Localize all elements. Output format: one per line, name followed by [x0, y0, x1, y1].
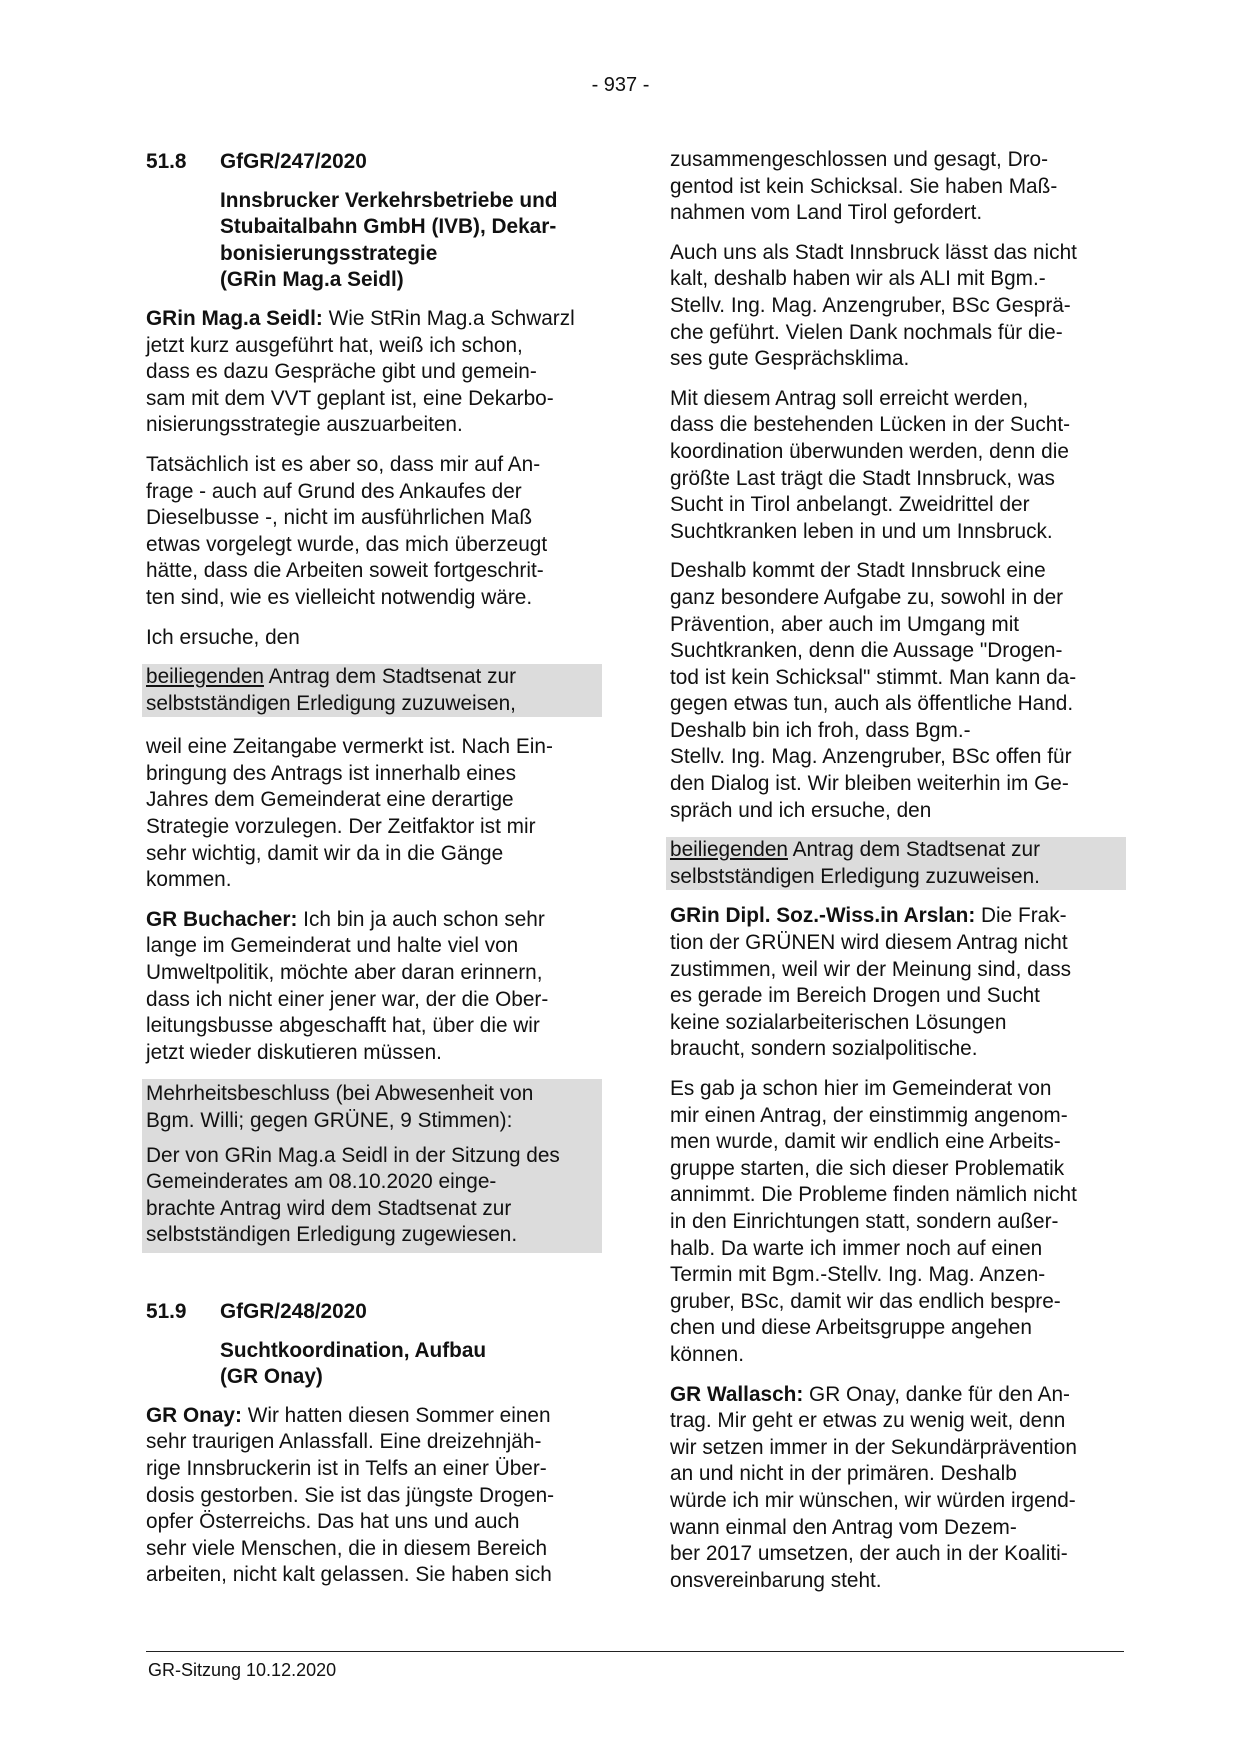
text-line: Gemeinderates am 08.10.2020 einge- — [146, 1170, 497, 1194]
speaker-name: GR Buchacher: — [146, 907, 298, 931]
text-line: hätte, dass die Arbeiten soweit fortgeschrit- — [146, 559, 544, 583]
text-line: tion der GRÜNEN wird diesem Antrag nicht — [670, 931, 1068, 955]
text-line: Wie StRin Mag.a Schwarzl — [322, 306, 575, 330]
text-line: Antrag dem Stadtsenat zur — [263, 665, 516, 689]
text-line: jetzt kurz ausgeführt hat, weiß ich schon, — [146, 333, 523, 357]
agenda-item-number: 51.8 — [146, 150, 187, 173]
text-line: selbstständigen Erledigung zuzuweisen, — [146, 691, 516, 715]
text-line: braucht, sondern sozialpolitische. — [670, 1037, 978, 1061]
text-line: opfer Österreichs. Das hat uns und auch — [146, 1510, 520, 1534]
text-line: ses gute Gesprächsklima. — [670, 347, 910, 371]
left-column — [146, 149, 598, 1602]
text-line: arbeiten, nicht kalt gelassen. Sie haben sich — [146, 1563, 552, 1587]
speaker-name: GR Onay: — [146, 1403, 242, 1427]
motion-underlined-word: beiliegenden — [670, 838, 788, 862]
title-line: Suchtkoordination, Aufbau — [220, 1338, 487, 1362]
text-line: Der von GRin Mag.a Seidl in der Sitzung des — [146, 1143, 560, 1167]
text-line: Auch uns als Stadt Innsbruck lässt das nicht — [670, 240, 1077, 264]
text-line: ganz besondere Aufgabe zu, sowohl in der — [670, 585, 1064, 609]
text-line: Suchtkranken leben in und um Innsbruck. — [670, 519, 1053, 543]
text-line: Jahres dem Gemeinderat eine derartige — [146, 788, 514, 812]
text-line: selbstständigen Erledigung zugewiesen. — [146, 1223, 518, 1247]
text-line: weil eine Zeitangabe vermerkt ist. Nach Ein- — [146, 735, 553, 759]
text-line: men wurde, damit wir endlich eine Arbeits- — [670, 1130, 1061, 1154]
decision-heading — [146, 1081, 598, 1134]
text-line: Tatsächlich ist es aber so, dass mir auf An- — [146, 452, 541, 476]
text-line: ten sind, wie es vielleicht notwendig wäre. — [146, 585, 533, 609]
text-line: an und nicht in der primären. Deshalb — [670, 1462, 1017, 1486]
text-line: gruppe starten, die sich dieser Problematik — [670, 1156, 1065, 1180]
decision-text — [146, 1143, 598, 1249]
text-line: mir einen Antrag, der einstimmig angenom- — [670, 1103, 1068, 1127]
text-line: gegen etwas tun, auch als öffentliche Hand. — [670, 692, 1074, 716]
agenda-item-heading — [146, 1299, 598, 1326]
text-line: Es gab ja schon hier im Gemeinderat von — [670, 1077, 1052, 1100]
text-line: Deshalb bin ich froh, dass Bgm.- — [670, 718, 971, 742]
text-line: dass ich nicht einer jener war, der die Ober- — [146, 987, 549, 1011]
text-line: lange im Gemeinderat und halte viel von — [146, 934, 519, 958]
text-line: würde ich mir wünschen, wir würden irgend- — [670, 1488, 1076, 1512]
text-line: sehr viele Menschen, die in diesem Bereich — [146, 1536, 548, 1560]
text-line: jetzt wieder diskutieren müssen. — [146, 1040, 442, 1064]
text-line: Mehrheitsbeschluss (bei Abwesenheit von — [146, 1082, 534, 1106]
speech-paragraph: Ich ersuche, den — [146, 625, 300, 649]
text-line: selbstständigen Erledigung zuzuweisen. — [670, 864, 1040, 888]
text-line: dosis gestorben. Sie ist das jüngste Drogen- — [146, 1483, 555, 1507]
title-line: bonisierungsstrategie — [220, 241, 438, 265]
text-line: zustimmen, weil wir der Meinung sind, dass — [670, 957, 1072, 981]
text-line: größte Last trägt die Stadt Innsbruck, was — [670, 466, 1055, 490]
text-line: nahmen vom Land Tirol gefordert. — [670, 201, 983, 225]
agenda-item-reference: GfGR/248/2020 — [220, 1299, 367, 1323]
speaker-name: GR Wallasch: — [670, 1382, 804, 1406]
agenda-item-title — [220, 1338, 598, 1391]
text-line: Bgm. Willi; gegen GRÜNE, 9 Stimmen): — [146, 1109, 513, 1132]
text-line: sam mit dem VVT geplant ist, eine Dekarbo- — [146, 386, 554, 410]
text-line: bringung des Antrags ist innerhalb eines — [146, 761, 516, 785]
text-line: Suchtkranken, denn die Aussage "Drogen- — [670, 639, 1063, 663]
text-line: sehr traurigen Anlassfall. Eine dreizehnjäh- — [146, 1430, 542, 1454]
text-line: den Dialog ist. Wir bleiben weiterhin im Ge- — [670, 772, 1069, 796]
title-line: Innsbrucker Verkehrsbetriebe und — [220, 188, 558, 212]
text-line: dass es dazu Gespräche gibt und gemein- — [146, 360, 537, 384]
text-line: gruber, BSc, damit wir das endlich bespre- — [670, 1289, 1061, 1313]
agenda-item-number: 51.9 — [146, 1299, 187, 1323]
title-line: Stubaitalbahn GmbH (IVB), Dekar- — [220, 215, 557, 239]
text-line: etwas vorgelegt wurde, das mich überzeugt — [146, 532, 548, 556]
agenda-item-title — [220, 188, 598, 294]
title-sponsor: (GRin Mag.a Seidl) — [220, 268, 404, 292]
text-line: brachte Antrag wird dem Stadtsenat zur — [146, 1196, 512, 1220]
text-line: Stellv. Ing. Mag. Anzengruber, BSc offen für — [670, 745, 1072, 769]
text-line: keine sozialarbeiterischen Lösungen — [670, 1010, 1007, 1034]
text-line: nisierungsstrategie auszuarbeiten. — [146, 413, 463, 437]
text-line: wir setzen immer in der Sekundärprävention — [670, 1435, 1077, 1459]
footer-session-label: GR-Sitzung 10.12.2020 — [148, 1660, 337, 1680]
text-line: zusammengeschlossen und gesagt, Dro- — [670, 148, 1049, 171]
text-line: gentod ist kein Schicksal. Sie haben Maß- — [670, 174, 1058, 198]
speaker-name: GRin Dipl. Soz.-Wiss.in Arslan: — [670, 904, 976, 928]
text-line: es gerade im Bereich Drogen und Sucht — [670, 984, 1040, 1008]
speech-paragraph — [146, 306, 598, 439]
speech-paragraph — [146, 1403, 598, 1589]
motion-underlined-word: beiliegenden — [146, 665, 264, 689]
speech-paragraph — [146, 907, 598, 1067]
text-line: ber 2017 umsetzen, der auch in der Koaliti- — [670, 1542, 1068, 1566]
text-line: GR Onay, danke für den An- — [803, 1382, 1070, 1406]
text-line: Umweltpolitik, möchte aber daran erinnern, — [146, 961, 543, 985]
text-line: che geführt. Vielen Dank nochmals für die- — [670, 320, 1063, 344]
motion-highlight — [666, 837, 1126, 890]
text-line: halb. Da warte ich immer noch auf einen — [670, 1236, 1043, 1260]
text-line: sehr wichtig, damit wir da in die Gänge — [146, 841, 504, 865]
text-line: Deshalb kommt der Stadt Innsbruck eine — [670, 559, 1046, 583]
text-line: Die Frak- — [975, 904, 1067, 928]
text-line: rige Innsbruckerin ist in Telfs an einer Über- — [146, 1456, 547, 1480]
right-column — [670, 147, 1122, 1607]
text-line: Prävention, aber auch im Umgang mit — [670, 612, 1020, 636]
page-number: - 937 - — [591, 74, 650, 96]
text-line: Stellv. Ing. Mag. Anzengruber, BSc Gesprä- — [670, 293, 1071, 317]
text-line: frage - auch auf Grund des Ankaufes der — [146, 479, 522, 503]
speech-paragraph — [670, 903, 1122, 1063]
text-line: chen und diese Arbeitsgruppe angehen — [670, 1316, 1032, 1340]
text-line: kommen. — [146, 868, 232, 892]
text-line: Dieselbusse -, nicht im ausführlichen Maß — [146, 506, 533, 530]
text-line: in den Einrichtungen statt, sondern außer- — [670, 1209, 1059, 1233]
text-line: kalt, deshalb haben wir als ALI mit Bgm.- — [670, 267, 1046, 291]
text-line: tod ist kein Schicksal" stimmt. Man kann da- — [670, 665, 1077, 689]
motion-highlight — [142, 664, 602, 717]
text-line: leitungsbusse abgeschafft hat, über die wir — [146, 1014, 540, 1038]
text-line: Ich bin ja auch schon sehr — [297, 907, 545, 931]
text-line: Sucht in Tirol anbelangt. Zweidrittel der — [670, 493, 1030, 517]
text-line: Antrag dem Stadtsenat zur — [787, 838, 1040, 862]
speech-paragraph — [670, 1382, 1122, 1595]
speech-paragraph — [670, 1076, 1122, 1369]
speaker-name: GRin Mag.a Seidl: — [146, 306, 323, 330]
text-line: Strategie vorzulegen. Der Zeitfaktor ist mir — [146, 815, 536, 839]
speech-paragraph — [670, 147, 1122, 227]
footer-rule — [146, 1651, 1124, 1652]
text-line: trag. Mir geht er etwas zu wenig weit, denn — [670, 1409, 1066, 1433]
decision-box — [142, 1079, 602, 1253]
text-line: onsvereinbarung steht. — [670, 1568, 882, 1592]
speech-paragraph — [146, 734, 598, 894]
text-line: Wir hatten diesen Sommer einen — [241, 1403, 551, 1427]
text-line: Termin mit Bgm.-Stellv. Ing. Mag. Anzen- — [670, 1263, 1046, 1287]
text-line: spräch und ich ersuche, den — [670, 798, 932, 822]
agenda-item-heading — [146, 149, 598, 176]
speech-paragraph — [670, 558, 1122, 824]
speech-paragraph — [670, 240, 1122, 373]
text-line: wann einmal den Antrag vom Dezem- — [670, 1515, 1017, 1539]
speech-paragraph — [670, 386, 1122, 546]
agenda-item-reference: GfGR/247/2020 — [220, 150, 367, 173]
text-line: koordination überwunden werden, denn die — [670, 439, 1069, 463]
text-line: können. — [670, 1342, 745, 1366]
text-line: annimmt. Die Probleme finden nämlich nicht — [670, 1183, 1077, 1207]
text-line: dass die bestehenden Lücken in der Sucht- — [670, 413, 1071, 437]
speech-paragraph — [146, 452, 598, 612]
text-line: Mit diesem Antrag soll erreicht werden, — [670, 386, 1029, 410]
title-sponsor: (GR Onay) — [220, 1365, 323, 1389]
